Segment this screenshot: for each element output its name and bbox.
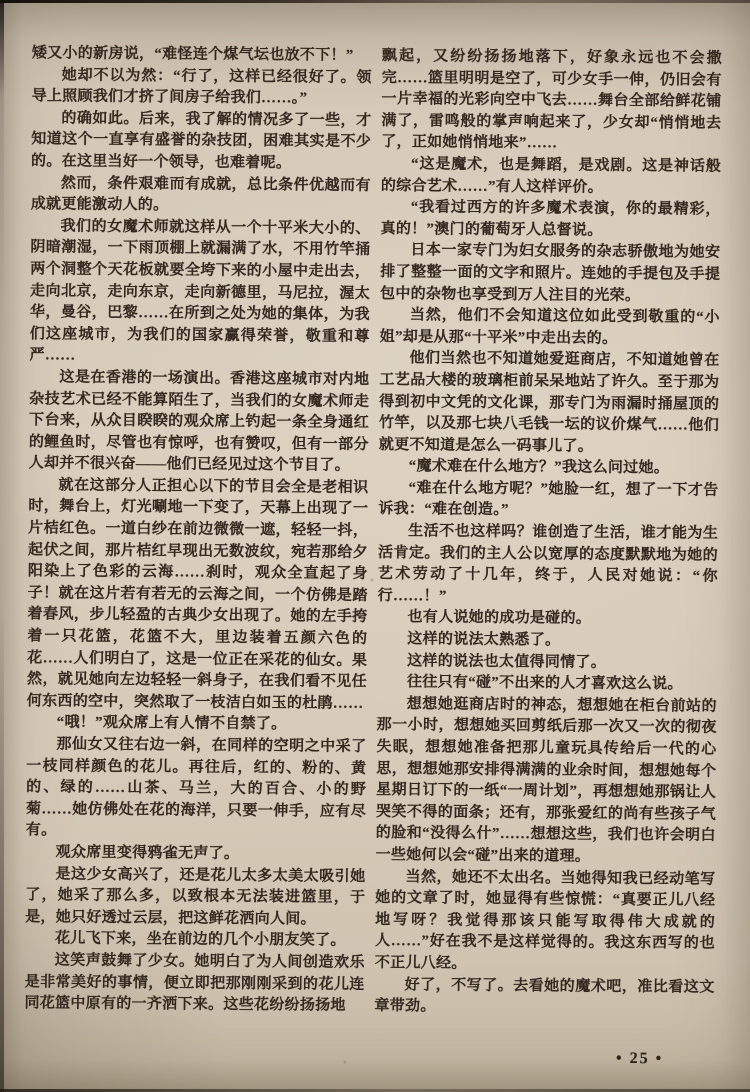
paragraph: 就在这部分人正担心以下的节目会全是老相识时，舞台上，灯光唰地一下变了，天幕上出现了一片桔红色。一道白纱在前边微微一遮，轻轻一抖，起伏之间，那片桔红早现出无数波纹，宛若那给夕阳染上了色彩的云海……刹时，观众全直起了身子！就在这片若有若无的云海之间，一个仿佛是踏着春风，步儿轻盈的古典少女出现了。她的左手挎着一只花篮，花篮不大，里边装着五颜六色的花……人们明白了，这是一位正在采花的仙女。果然，就见她向左边轻轻一斜身子，在我们看不见任何东西的空中，突然取了一枝洁白如玉的杜鹃……: [26, 477, 369, 712]
paragraph: 想想她逛商店时的神态，想想她在柜台前站的那一小时，想想她买回剪纸后那一次又一次的彻夜失眠，想想她准备把那儿童玩具传给后一代的心思，想想她那安排得满满的业余时间，想想她每个星期日订下的一纸“一周计划”，再想想她那锅让人哭笑不得的面条；还有，那张爱红的尚有些孩子气的脸和“没得么什”……想想这些，我们也许会明白一些她何以会“碰”出来的道理。: [375, 696, 717, 865]
paragraph: “哦！”观众席上有人情不自禁了。: [56, 714, 287, 733]
paragraph: 也有人说她的成功是碰的。: [407, 609, 592, 628]
paragraph: 他们当然也不知道她爱逛商店，不知道她曾在工艺品大楼的玻璃柜前呆呆地站了许久。至于那为得到初中文凭的文化课，那专门为雨漏时捅屋顶的竹竿，以及那七块八毛钱一坛的议价煤气……他们就更不知道是怎么一码事儿了。: [378, 350, 720, 455]
scan-edge-top: [0, 0, 750, 3]
paragraph: 飘起，又纷纷扬扬地落下，好象永远也不会撒完……篮里明明是空了，可少女手一伸，仍旧会有一片幸福的光彩向空中飞去……舞台全部给鲜花铺满了，雷鸣般的掌声响起来了，少女却“悄悄地去了，正如她悄悄地来”……: [381, 48, 722, 152]
paragraph: 矮又小的新房说，“难怪连个煤气坛也放不下！”: [31, 45, 354, 64]
paragraph: 我们的女魔术师就这样从一个十平米大小的、阴暗潮湿，一下雨顶棚上就漏满了水，不用竹竿捅两个洞整个天花板就要全垮下来的小屋中走出去，走向北京，走向东京，走向新德里，马尼拉，渥太华，曼谷，巴黎……在所到之处为她的集体，为我们这座城市，为我们的国家赢得荣誉，敬重和尊严……: [29, 218, 371, 364]
paragraph: 花儿飞下来，坐在前边的几个小朋友笑了。: [54, 930, 346, 950]
paragraph: 往往只有“碰”不出来的人才喜欢这么说。: [406, 674, 683, 693]
paragraph: 日本一家专门为妇女服务的杂志骄傲地为她安排了整整一面的文字和照片。连她的手提包及手提包中的杂物也享受到万人注目的光荣。: [379, 242, 721, 304]
paragraph: “魔术难在什么地方？”我这么问过她。: [408, 458, 670, 477]
right-column: [374, 46, 722, 1020]
page-number: • 25 •: [615, 1049, 664, 1068]
paragraph: 这笑声鼓舞了少女。她明白了为人间创造欢乐是非常美好的事情，便立即把那刚刚采到的花儿连同花篮中原有的一齐洒下来。这些花纷纷扬扬地: [24, 952, 365, 1014]
paragraph: “我看过西方的许多魔术表演，你的最精彩，真的！”澳门的葡萄牙人总督说。: [380, 199, 721, 239]
paragraph: 是这少女高兴了，还是花儿太多太美太吸引她了，她采了那么多，以致根本无法装进篮里，于是，她只好透过云层，把这鲜花洒向人间。: [25, 866, 366, 928]
paragraph: “这是魔术，也是舞蹈，是戏剧。这是神话般的综合艺术……”有人这样评价。: [380, 156, 722, 196]
paragraph: “难在什么地方呢？”她脸一红，想了一下才告诉我：“难在创造。”: [378, 480, 719, 519]
paragraph: 这是在香港的一场演出。香港这座城市对内地杂技艺术已经不能算陌生了，当我们的女魔术师走下台来，从众目睽睽的观众席上钓起一条全身通红的鲤鱼时，尽管也有惊呼，也有赞叹，但有一部分人却并不很兴奋——他们已经见过这个节目了。: [28, 369, 370, 475]
paragraph: 生活不也这样吗？谁创造了生活，谁才能为生活肯定。我们的主人公以宽厚的态度默默地为她的艺术劳动了十几年，终于，人民对她说：“你行……！”: [377, 523, 719, 605]
left-column: [24, 43, 372, 1017]
paragraph: 当然，他们不会知道这位如此受到敬重的“小姐”却是从那“十平米”中走出去的。: [379, 307, 720, 347]
scan-edge-left: [0, 0, 4, 1092]
paragraph: 的确如此。后来，我了解的情况多了一些，才知道这个一直享有盛誉的杂技团，困难其实是不少的。在这里当好一个领导，也难着呢。: [31, 110, 372, 172]
paragraph: 观众席里变得鸦雀无声了。: [55, 844, 240, 862]
page-content: [24, 43, 722, 1092]
paragraph: 然而，条件艰难而有成就，总比条件优越而有成就更能激动人的。: [30, 175, 371, 214]
paragraph: 她却不以为然：“行了，这样已经很好了。领导上照顾我们才挤了间房子给我们……。”: [31, 67, 372, 107]
paragraph: 这样的说法太熟悉了。: [407, 631, 561, 649]
paragraph: 当然，她还不太出名。当她得知我已经动笔写她的文章了时，她显得有些惊慌：“真要正儿八经地写呀？我觉得那该只能写取得伟大成就的人……”好在我不是这样觉得的。我这东西写的也不正儿八经。: [374, 868, 716, 972]
paragraph: 好了，不写了。去看她的魔术吧，准比看这文章带劲。: [374, 976, 715, 1015]
paragraph: 那仙女又往右边一斜，在同样的空明之中采了一枝同样颜色的花儿。再往后，红的、粉的、黄的、绿的……山茶、马兰，大的百合、小的野菊……她仿佛处在花的海洋，只要一伸手，应有尽有。: [25, 736, 367, 839]
paragraph: 这样的说法也太值得同情了。: [407, 652, 607, 671]
